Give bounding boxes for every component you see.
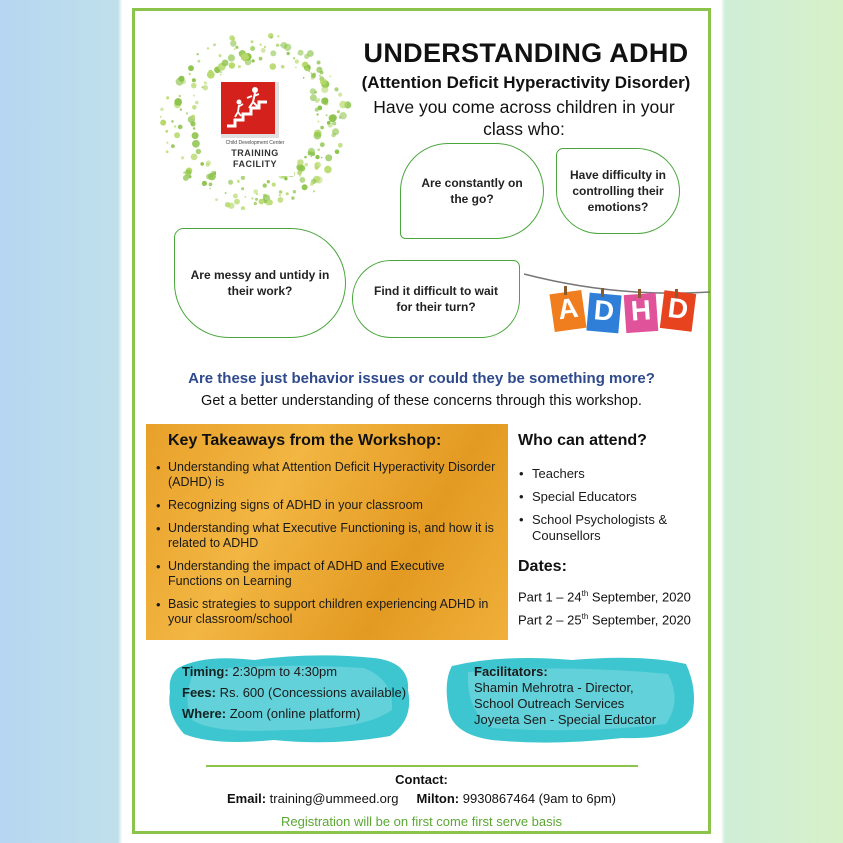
splatter-dot — [192, 78, 196, 82]
splatter-dot — [192, 105, 197, 110]
splatter-dot — [190, 121, 195, 126]
splatter-dot — [267, 199, 273, 205]
contact-divider — [206, 765, 638, 767]
splatter-dot — [237, 181, 239, 183]
banner-letter: A — [555, 291, 581, 326]
splatter-dot — [326, 114, 328, 116]
splatter-dot — [320, 126, 324, 130]
splatter-dot — [270, 63, 277, 70]
facilitators-info — [474, 664, 656, 728]
splatter-dot — [300, 177, 306, 183]
splatter-dot — [314, 132, 322, 140]
splatter-dot — [192, 140, 200, 148]
splatter-dot — [228, 54, 235, 61]
facilitator-line: Joyeeta Sen - Special Educator — [474, 712, 657, 727]
splatter-dot — [204, 81, 207, 84]
splatter-dot — [191, 83, 197, 89]
splatter-dot — [310, 182, 314, 186]
splatter-dot — [298, 50, 304, 56]
splatter-dot — [188, 65, 194, 71]
splatter-dot — [235, 46, 238, 49]
takeaways-list — [154, 460, 500, 635]
issue-question: Are these just behavior issues or could they be something more? — [188, 370, 655, 387]
splatter-dot — [192, 132, 199, 139]
splatter-dot — [303, 77, 305, 79]
facilitator-line: School Outreach Services — [474, 696, 625, 711]
splatter-dot — [206, 163, 210, 167]
date-part-2-suffix: September, 2020 — [588, 612, 691, 628]
splatter-dot — [183, 175, 189, 181]
splatter-dot — [241, 187, 244, 190]
logo-label-line1: TRAINING — [231, 148, 279, 158]
splatter-dot — [316, 67, 322, 73]
list-item: • Understanding what Attention Deficit Hyperactivity Disorder (ADHD) is — [154, 460, 500, 490]
lead-question: Have you come across children in your class who: — [373, 97, 675, 139]
splatter-dot — [191, 115, 195, 119]
splatter-dot — [256, 193, 258, 195]
splatter-dot — [284, 177, 287, 180]
splatter-dot — [209, 188, 211, 190]
splatter-dot — [337, 110, 340, 113]
banner-letter: D — [666, 291, 690, 326]
splatter-dot — [317, 98, 320, 101]
splatter-dot — [195, 101, 199, 105]
speech-bubble: Find it difficult to wait for their turn? — [352, 260, 520, 338]
splatter-dot — [327, 121, 331, 125]
splatter-dot — [186, 112, 188, 114]
splatter-dot — [234, 48, 236, 50]
splatter-dot — [245, 196, 247, 198]
splatter-dot — [229, 62, 235, 68]
splatter-dot — [220, 71, 222, 73]
list-item: • School Psychologists & Counsellors — [518, 512, 708, 544]
splatter-dot — [202, 86, 204, 88]
splatter-dot — [178, 76, 184, 82]
fees-row — [182, 682, 406, 703]
splatter-dot — [220, 74, 222, 76]
splatter-dot — [181, 156, 184, 159]
splatter-dot — [166, 142, 168, 144]
splatter-dot — [293, 57, 295, 59]
splatter-dot — [270, 36, 272, 38]
facilitator-line: Shamin Mehrotra - Director, — [474, 680, 634, 695]
splatter-dot — [193, 95, 195, 97]
splatter-dot — [165, 130, 168, 133]
splatter-dot — [264, 46, 266, 48]
splatter-dot — [321, 86, 328, 93]
list-item: • Teachers — [518, 466, 708, 482]
flyer-page — [124, 0, 719, 843]
splatter-dot — [250, 46, 255, 51]
splatter-dot — [219, 54, 222, 57]
splatter-dot — [179, 95, 181, 97]
splatter-dot — [231, 36, 236, 41]
splatter-dot — [324, 166, 332, 174]
splatter-dot — [315, 162, 321, 168]
logo-label — [216, 148, 294, 170]
splatter-dot — [228, 180, 233, 185]
splatter-dot — [206, 174, 212, 180]
splatter-dot — [331, 133, 335, 137]
splatter-dot — [160, 108, 163, 111]
stairs-figure-icon — [221, 82, 275, 134]
splatter-dot — [311, 77, 314, 80]
date-part-2-sup: th — [581, 612, 589, 621]
registration-note: Registration will be on first come first serve basis — [280, 814, 563, 829]
splatter-dot — [259, 199, 265, 205]
splatter-dot — [281, 65, 285, 69]
splatter-dot — [339, 112, 346, 119]
splatter-dot — [225, 192, 227, 194]
splatter-dot — [272, 183, 276, 187]
splatter-dot — [276, 44, 279, 47]
splatter-dot — [280, 44, 282, 46]
date-part-1-suffix: September, 2020 — [588, 589, 691, 605]
splatter-dot — [297, 159, 304, 166]
splatter-dot — [329, 75, 331, 77]
splatter-dot — [215, 198, 218, 201]
splatter-dot — [166, 150, 169, 153]
speech-bubble: Are messy and untidy in their work? — [174, 228, 346, 338]
splatter-dot — [304, 156, 307, 159]
date-part-1 — [518, 589, 691, 604]
splatter-dot — [254, 202, 257, 205]
splatter-dot — [303, 62, 308, 67]
dates-title: Dates: — [518, 558, 567, 575]
splatter-dot — [335, 150, 340, 155]
where-value: Zoom (online platform) — [229, 706, 361, 721]
splatter-dot — [260, 44, 262, 46]
splatter-dot — [277, 35, 279, 37]
splatter-dot — [315, 155, 319, 159]
splatter-dot — [267, 180, 270, 183]
splatter-dot — [207, 71, 215, 79]
list-item: • Recognizing signs of ADHD in your classroom — [154, 498, 500, 513]
email-label: Email: — [227, 791, 267, 806]
splatter-dot — [325, 154, 332, 161]
speech-bubble: Have difficulty in controlling their emotions? — [556, 148, 680, 234]
splatter-dot — [261, 48, 266, 53]
attend-title: Who can attend? — [518, 432, 647, 449]
splatter-dot — [263, 183, 267, 187]
splatter-dot — [174, 132, 180, 138]
splatter-dot — [189, 73, 191, 75]
splatter-dot — [293, 190, 296, 193]
date-part-1-sup: th — [581, 589, 589, 598]
splatter-dot — [317, 61, 321, 65]
splatter-dot — [279, 194, 281, 196]
splatter-dot — [310, 88, 316, 94]
takeaways-title: Key Takeaways from the Workshop: — [168, 432, 442, 449]
splatter-dot — [279, 190, 283, 194]
splatter-dot — [174, 98, 182, 106]
list-item: • Special Educators — [518, 489, 708, 505]
list-item: • Understanding the impact of ADHD and Executive Functions on Learning — [154, 559, 500, 589]
takeaways-panel — [146, 424, 508, 640]
splatter-dot — [191, 154, 198, 161]
splatter-dot — [222, 60, 229, 67]
logistics-info — [182, 661, 406, 724]
logo-card — [216, 78, 294, 176]
attend-list — [518, 466, 708, 551]
splatter-dot — [291, 196, 294, 199]
page-subtitle: (Attention Deficit Hyperactivity Disorder) — [361, 73, 691, 92]
splatter-dot — [334, 87, 338, 91]
logo-label-line2: FACILITY — [233, 159, 277, 169]
splatter-dot — [311, 155, 313, 157]
splatter-dot — [311, 72, 313, 74]
splatter-dot — [318, 121, 320, 123]
timing-row — [182, 661, 406, 682]
splatter-dot — [338, 93, 342, 97]
splatter-dot — [166, 96, 169, 99]
list-item: • Understanding what Executive Functioning is, and how it is related to ADHD — [154, 521, 500, 551]
splatter-dot — [287, 52, 290, 55]
date-part-2-prefix: Part 2 – 25 — [518, 612, 582, 628]
timing-label: Timing: — [182, 664, 229, 679]
email-link[interactable]: training@ummeed.org — [269, 791, 399, 806]
splatter-dot — [251, 40, 254, 43]
splatter-dot — [305, 163, 309, 167]
splatter-dot — [322, 98, 328, 104]
fees-value: Rs. 600 (Concessions available) — [219, 685, 407, 700]
splatter-dot — [200, 162, 204, 166]
splatter-dot — [209, 183, 213, 187]
adhd-banner — [522, 270, 712, 352]
contact-line — [124, 791, 719, 806]
splatter-dot — [251, 59, 254, 62]
splatter-dot — [180, 108, 182, 110]
splatter-dot — [171, 120, 174, 123]
splatter-dot — [160, 120, 166, 126]
splatter-dot — [234, 199, 240, 205]
splatter-dot — [213, 43, 216, 46]
splatter-dot — [317, 106, 322, 111]
splatter-dot — [284, 44, 291, 51]
banner-letter: D — [592, 294, 616, 327]
splatter-dot — [251, 197, 254, 200]
splatter-dot — [307, 50, 314, 57]
splatter-dot — [278, 197, 284, 203]
splatter-dot — [241, 176, 245, 180]
banner-letter: H — [629, 294, 653, 327]
splatter-dot — [241, 206, 245, 210]
splatter-dot — [197, 53, 199, 55]
splatter-dot — [203, 85, 208, 90]
splatter-dot — [319, 75, 321, 77]
splatter-dot — [320, 78, 327, 85]
speech-bubble: Are constantly on the go? — [400, 143, 544, 239]
splatter-dot — [302, 184, 308, 190]
logo-subtext: Child Development Center — [225, 140, 285, 146]
splatter-dot — [178, 125, 183, 130]
splatter-dot — [171, 144, 175, 148]
splatter-dot — [286, 192, 289, 195]
splatter-dot — [230, 40, 236, 46]
splatter-dot — [308, 148, 315, 155]
splatter-dot — [321, 157, 323, 159]
splatter-dot — [329, 115, 337, 123]
splatter-dot — [188, 175, 191, 178]
where-label: Where: — [182, 706, 227, 721]
splatter-dot — [338, 143, 343, 148]
splatter-dot — [332, 121, 336, 125]
splatter-dot — [160, 116, 162, 118]
contact-label: Contact: — [395, 772, 448, 787]
list-item: • Basic strategies to support children experiencing ADHD in your classroom/school — [154, 597, 500, 627]
facilitators-label: Facilitators: — [474, 664, 548, 679]
date-part-1-prefix: Part 1 – 24 — [518, 589, 582, 605]
splatter-dot — [245, 59, 252, 66]
splatter-dot — [228, 203, 234, 209]
splatter-dot — [313, 190, 315, 192]
splatter-dot — [305, 67, 309, 71]
logo-red-block — [221, 82, 279, 138]
splatter-dot — [308, 71, 310, 73]
splatter-dot — [295, 67, 297, 69]
splatter-dot — [270, 50, 276, 56]
splatter-dot — [259, 57, 263, 61]
splatter-dot — [299, 165, 306, 172]
fees-label: Fees: — [182, 685, 216, 700]
where-row — [182, 703, 406, 724]
splatter-dot — [295, 59, 299, 63]
splatter-dot — [310, 94, 317, 101]
splatter-dot — [233, 194, 238, 199]
phone-label: Milton: — [416, 791, 460, 806]
splatter-dot — [317, 148, 320, 151]
page-title: UNDERSTANDING ADHD — [363, 38, 689, 68]
splatter-dot — [183, 171, 186, 174]
splatter-dot — [238, 65, 241, 68]
timing-value: 2:30pm to 4:30pm — [232, 664, 338, 679]
workshop-intro: Get a better understanding of these concerns through this workshop. — [201, 393, 642, 409]
splatter-dot — [202, 181, 207, 186]
ummeed-logo — [156, 30, 356, 210]
date-part-2 — [518, 612, 691, 627]
splatter-dot — [339, 101, 347, 109]
splatter-dot — [255, 198, 258, 201]
phone-number[interactable]: 9930867464 (9am to 6pm) — [462, 791, 616, 806]
splatter-dot — [193, 127, 196, 130]
splatter-dot — [207, 47, 209, 49]
splatter-dot — [317, 113, 319, 115]
splatter-dot — [174, 125, 176, 127]
splatter-dot — [320, 142, 325, 147]
splatter-dot — [198, 60, 201, 63]
splatter-dot — [196, 149, 201, 154]
